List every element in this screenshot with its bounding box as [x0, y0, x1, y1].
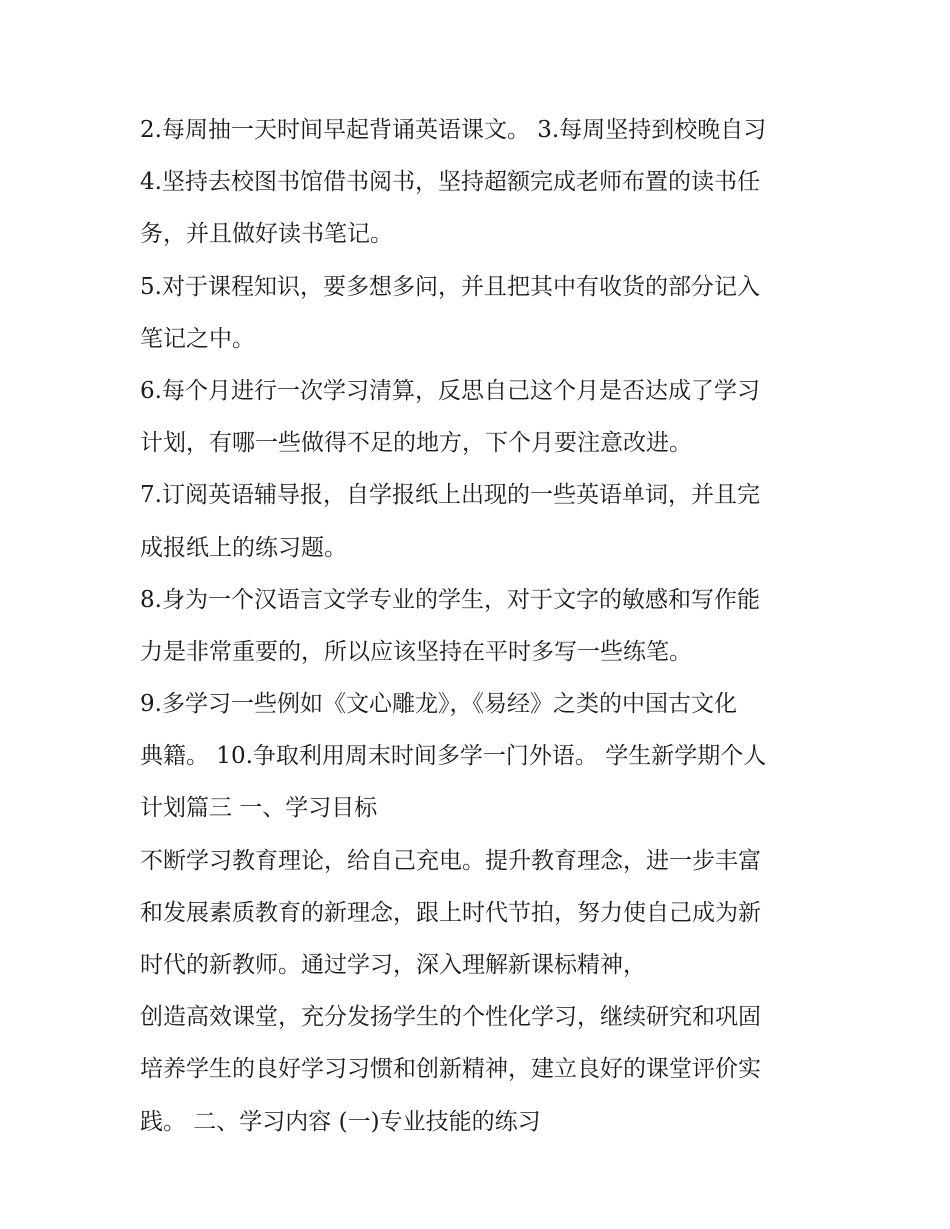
- text-line: 践。 二、学习内容 (一)专业技能的练习: [140, 1108, 541, 1135]
- document-body: [140, 104, 820, 1148]
- text-line: 不断学习教育理论，给自己充电。提升教育理念，进一步丰富: [140, 847, 761, 874]
- text-line: 创造高效课堂，充分发扬学生的个性化学习，继续研究和巩固: [140, 1004, 761, 1031]
- text-line: 计划，有哪一些做得不足的地方，下个月要注意改进。: [140, 430, 692, 457]
- text-line: 和发展素质教育的新理念，跟上时代节拍，努力使自己成为新: [140, 899, 761, 926]
- text-line: 典籍。 10.争取利用周末时间多学一门外语。 学生新学期个人: [140, 743, 767, 770]
- text-line: 2.每周抽一天时间早起背诵英语课文。 3.每周坚持到校晚自习: [140, 117, 767, 143]
- text-line: 6.每个月进行一次学习清算，反思自己这个月是否达成了学习: [140, 377, 760, 404]
- text-line: 5.对于课程知识，要多想多问，并且把其中有收货的部分记入: [140, 273, 760, 300]
- text-line: 9.多学习一些例如《文心雕龙》，《易经》之类的中国古文化: [140, 691, 737, 718]
- text-line: 7.订阅英语辅导报，自学报纸上出现的一些英语单词，并且完: [140, 482, 760, 509]
- text-line: 务，并且做好读书笔记。: [140, 221, 393, 248]
- text-line: 笔记之中。: [140, 325, 255, 352]
- text-line: 成报纸上的练习题。: [140, 534, 347, 561]
- text-line: 时代的新教师。通过学习，深入理解新课标精神，: [140, 952, 646, 978]
- text-line: 力是非常重要的，所以应该坚持在平时多写一些练笔。: [140, 638, 692, 665]
- text-line: 培养学生的良好学习习惯和创新精神，建立良好的课堂评价实: [140, 1056, 761, 1083]
- text-line: 计划篇三 一、学习目标: [140, 795, 378, 822]
- text-line: 4.坚持去校图书馆借书阅书，坚持超额完成老师布置的读书任: [140, 169, 760, 196]
- text-line: 8.身为一个汉语言文学专业的学生，对于文字的敏感和写作能: [140, 586, 760, 613]
